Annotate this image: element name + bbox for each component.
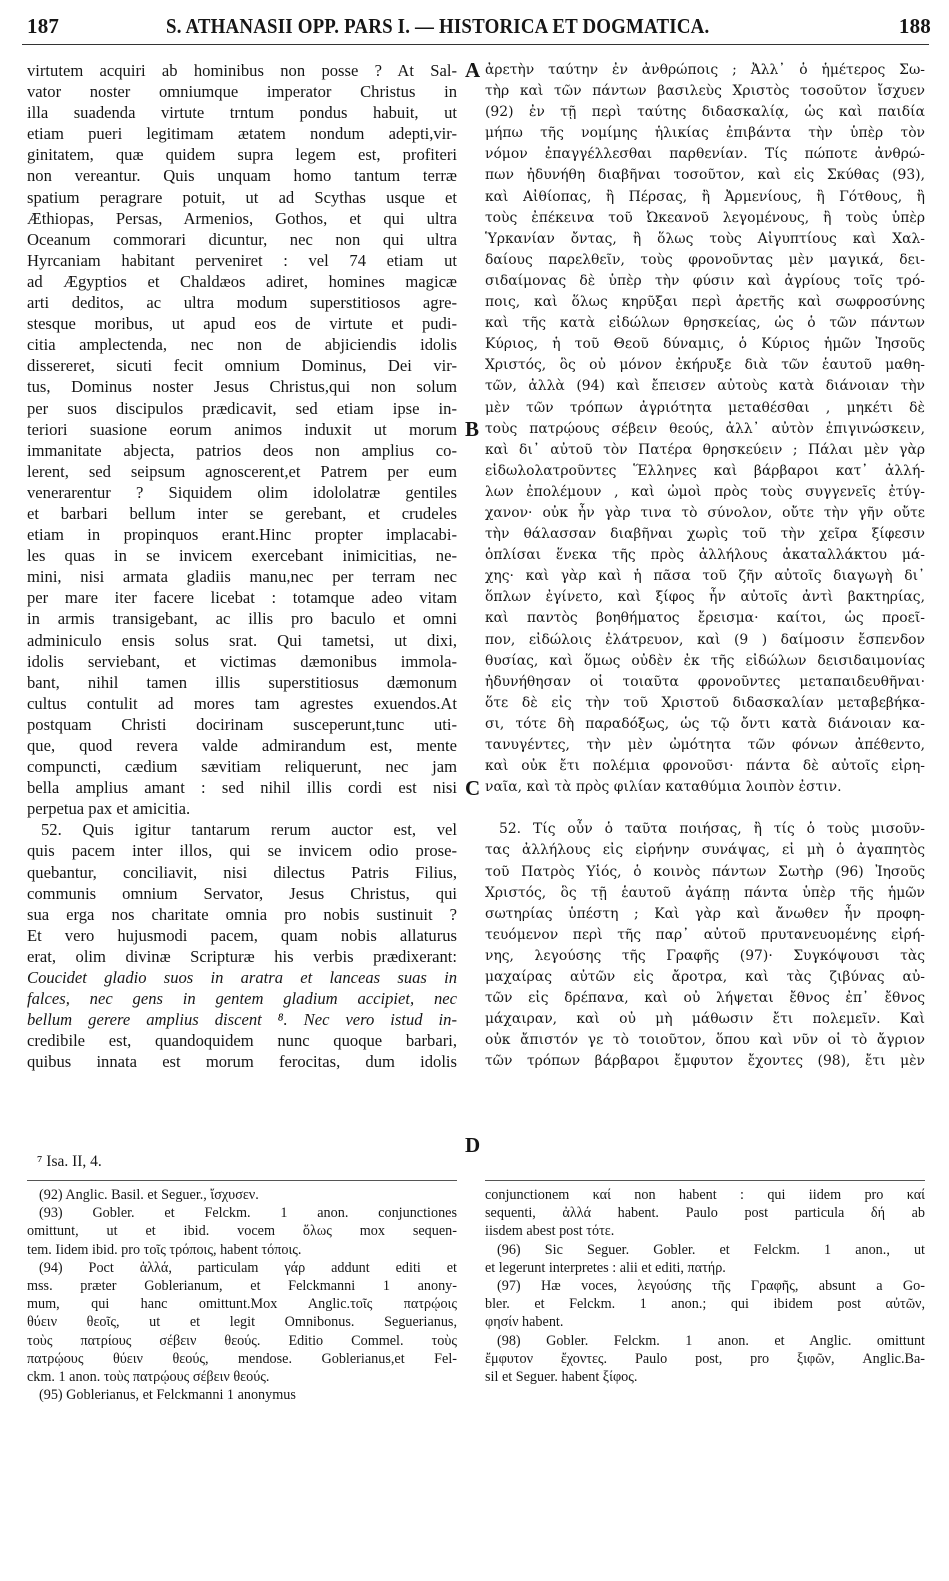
- text-line: (95) Goblerianus, et Felckmanni 1 anonymus: [39, 1387, 296, 1404]
- text-line: idolis serviebant, et victimas dæmonibus immola-: [27, 651, 457, 671]
- text-line: spatium peragrare potuit, ut ad Scythas usque et: [27, 187, 457, 207]
- text-line: Et vero hujusmodi pacem, quam nobis allaturus: [27, 925, 457, 945]
- page-number-right: 188: [898, 14, 931, 38]
- text-line: τανυγέντες, τὴν μὲν ὠμότητα τῶν φόνων ἀπέθεντο,: [485, 737, 925, 753]
- text-line: cultus contulit ad mores tam agrestes exuendos.At: [27, 693, 457, 713]
- text-line: per mare iter facere licebat : totamque adeo vitam: [27, 588, 457, 608]
- text-line: τοὺς πατρῴους σέβειν θεούς, ἀλλ᾽ αὐτὸν ἐπιγινώσκειν,: [485, 420, 925, 437]
- text-line: ποις, καὶ ὅλως κηρῦξαι περὶ ἀρετῆς καὶ σωφροσύνης: [485, 294, 925, 311]
- text-line: ἠδυνήθησαν οἱ τοιαῦτα φρονοῦντες μεταπαιδευθῆναι·: [485, 673, 925, 690]
- margin-letter-a: A: [465, 58, 481, 82]
- text-line: θυσίας, καὶ ὅμως οὐδὲν ἐκ τῆς εἰδώλων δεισιδαιμονίας: [485, 652, 925, 669]
- text-line: et legerunt interpretes : alii et editi, πατήρ.: [485, 1259, 726, 1276]
- running-header: [0, 14, 949, 44]
- text-line: (92) ἐν τῇ περὶ ταύτης διδασκαλίᾳ, ὡς καὶ παιδία: [485, 104, 925, 121]
- text-line: νης, λεγούσης τῆς Γραφῆς (97)· Συγκόψουσι τὰς: [485, 947, 925, 964]
- text-line: virtutem acquiri ab hominibus non posse ? At Sal-: [27, 61, 457, 80]
- text-line: πατρῴους θύειν θεούς, mendose. Goblerianus,et Fel-: [27, 1350, 457, 1367]
- margin-letter-b: B: [465, 417, 480, 441]
- text-line: bellum gerere amplius discent ⁸. Nec vero istud in-: [27, 1010, 457, 1030]
- text-line: ἔμφυτον ἔχοντες. Paulo post, pro ξιφῶν, Anglic.Ba-: [485, 1350, 925, 1367]
- text-line: πον, εἰδώλοις ἐλάτρευον, καὶ (9 ) δαίμοσιν ἔσπενδον: [485, 631, 925, 648]
- page-number-left: 187: [27, 14, 60, 38]
- text-line: sil et Seguer. habent ξίφος.: [485, 1368, 638, 1385]
- text-line: χανον· οὐκ ἦν γὰρ τινα τὸ σύνολον, οὔτε τὴν γῆν οὔτε: [485, 504, 925, 521]
- text-line: τευόμενον περὶ τῆς παρ᾽ αὐτοῦ πρυτανευομένης εἰρή-: [485, 926, 925, 943]
- text-line: venerarentur ? Siquidem olim idololatræ gentiles: [27, 482, 457, 502]
- text-line: credibile est, quandoquidem nunc quoque barbari,: [27, 1031, 457, 1051]
- text-line: et barbari bellum inter se gerebant, et crudeles: [27, 503, 457, 523]
- text-line: καὶ παντὸς βοηθήματος ἔρεισμα· καίτοι, ὡς προεῖ-: [485, 610, 925, 627]
- text-line: νόμον ἐπαγγέλλεσθαι παρθενίαν. Τίς πώποτε ἀνθρώ-: [485, 146, 925, 163]
- text-line: per suos discipulos prædicavit, sed etiam ipse in-: [27, 398, 457, 418]
- text-line: ckm. 1 anon. τοὺς πατρῴους σέβειν θεούς.: [27, 1368, 270, 1385]
- text-line: μάχαιραν, καὶ οὐ μὴ μάθωσιν ἔτι πολεμεῖν. Καὶ: [485, 1011, 925, 1028]
- text-line: ad Ægyptios et Chaldæos adiret, homines magicæ: [27, 271, 457, 291]
- text-line: σιδαίμονας δὲ ὑπὲρ τὴν φύσιν καὶ ἀγρίους τοῖς τρό-: [485, 272, 925, 289]
- text-line: postquam Christi docirinam susceperunt,tunc uti-: [27, 714, 457, 734]
- text-line: Χριστός, ὃς οὐ μόνον ἐκήρυξε διὰ τῶν ἑαυτοῦ μαθη-: [485, 357, 925, 374]
- text-line: falces, nec gens in gentem gladium accipiet, nec: [27, 989, 457, 1009]
- text-line: Oceanum commorari dicuntur, nec non qui ultra: [27, 229, 457, 249]
- text-line: vator noster omniumque imperator Christus in: [27, 82, 457, 102]
- scripture-reference: ⁷ Isa. II, 4.: [37, 1153, 102, 1170]
- text-line: οὐκ ἄπιστόν γε τὸ τοιοῦτον, ὅπου καὶ νῦν οἱ τὸ ἄγριον: [485, 1032, 925, 1049]
- text-line: σι, τότε δὴ παραδόξως, ὡς τῷ ὄντι κατὰ διάνοιαν κα-: [485, 715, 925, 732]
- text-line: Coucidet gladio suos in aratra et lanceas suas in: [27, 968, 457, 988]
- latin-footnote: [37, 1153, 457, 1171]
- text-line: communis omnium Servator, Jesus Christus, qui: [27, 883, 457, 903]
- notes-left: [27, 1186, 457, 1404]
- text-line: 52. Τίς οὖν ὁ ταῦτα ποιήσας, ἢ τίς ὁ τοὺς μισοῦν-: [499, 821, 925, 838]
- text-line: lerent, sed seipsum agnoscerent,et Patrem per eum: [27, 461, 457, 481]
- text-line: τοὺς πατρίους σέβειν θεούς. Editio Commel. τοὺς: [27, 1332, 457, 1349]
- text-line: σωτηρίας ὑπέστη ; Καὶ γὰρ καὶ ἄνωθεν ἦν προφη-: [485, 905, 925, 922]
- text-line: mini, nisi armata gladiis manu,nec per terram nec: [27, 567, 457, 587]
- running-title: S. ATHANASII OPP. PARS I. — HISTORICA ET DOGMATICA.: [166, 14, 710, 38]
- text-line: stesque moribus, ut apud eos de virtute et pudi-: [27, 314, 457, 334]
- text-line: τῶν εἰς δρέπανα, καὶ οὐ λήψεται ἔθνος ἐπ᾽ ἔθνος: [485, 990, 925, 1007]
- text-line: teriori suasione eorum animos induxit ut morum: [27, 419, 457, 439]
- text-line: Ὑρκανίαν ὄντας, ἢ ὅλως τοὺς Αἰγυπτίους καὶ Χαλ-: [485, 230, 925, 247]
- text-line: θύειν θεοῖς, ut et legit Omnibonus. Seguerianus,: [27, 1314, 457, 1331]
- text-line: arti deditos, ac ultra modum superstitiosos agre-: [27, 293, 457, 313]
- text-line: omittunt, ut et ibid. vocem ὅλως mox sequen-: [27, 1223, 457, 1240]
- text-line: Hyrcaniam habitant perveniret : vel 74 etiam ut: [27, 250, 457, 270]
- text-line: perpetua pax et amicitia.: [27, 799, 191, 819]
- text-line: τῶν, ἀλλὰ (94) καὶ ἔπεισεν αὐτοὺς κατὰ διάνοιαν τὴν: [485, 378, 925, 395]
- text-line: ginitatem, quæ quidem supra legem est, profiteri: [27, 145, 457, 165]
- text-line: tus, Dominus noster Jesus Christus,qui non solum: [27, 377, 457, 397]
- text-line: (97) Hæ voces, λεγούσης τῆς Γραφῆς, absunt a Go-: [497, 1277, 925, 1294]
- text-line: etiam in propinquos erant.Hinc propter implacabi-: [27, 525, 457, 545]
- text-line: (96) Sic Seguer. Gobler. et Felckm. 1 anon., ut: [497, 1241, 925, 1258]
- text-line: quibus innata est morum ferocitas, dum idolis: [27, 1052, 457, 1072]
- greek-column: [485, 60, 925, 1073]
- text-line: (94) Poct ἀλλά, particulam γάρ addunt editi et: [39, 1259, 457, 1276]
- text-line: Æthiopas, Persas, Armenios, Gothos, et qui ultra: [27, 208, 457, 228]
- text-line: mum, qui hanc omittunt.Mox Anglic.τοῖς πατρῴοις: [27, 1296, 457, 1313]
- text-line: illa suadenda virtute trntum pondus habuit, ut: [27, 103, 457, 123]
- text-line: τοῦ Πατρὸς Υἱός, ὁ κοινὸς πάντων Σωτὴρ (96) Ἰησοῦς: [485, 863, 925, 880]
- text-line: les quas in se invicem exercebant inimicitias, ne-: [27, 546, 457, 566]
- text-line: λων ἐπολέμουν , καὶ ὠμοὶ πρὸς τοὺς συγγενεῖς ἐτύγ-: [485, 483, 925, 500]
- text-line: mss. præter Goblerianum, et Felckmanni 1 anony-: [27, 1277, 457, 1294]
- header-rule: [22, 44, 929, 45]
- text-line: τοὺς ἐπέκεινα τοῦ Ὠκεανοῦ λεγομένους, ἢ τοὺς ὑπὲρ: [485, 209, 925, 226]
- text-line: (92) Anglic. Basil. et Seguer., ἴσχυσεν.: [39, 1187, 259, 1203]
- text-line: bant, nihil tamen illis superstitiosus dæmonum: [27, 672, 457, 692]
- text-line: que, quod revera valde admirandum est, mente: [27, 736, 457, 755]
- text-line: dissereret, sicuti fecit omnium Dominus, Dei vir-: [27, 356, 457, 376]
- text-line: καὶ οὐκ ἔτι πολέμια φρονοῦσι· πάντα δὲ αὐτοῖς εἰρη-: [485, 758, 925, 775]
- text-line: δαίους παρελθεῖν, τοὺς φρονοῦντας μὲν μαγικά, δει-: [485, 251, 925, 268]
- text-line: 52. Quis igitur tantarum rerum auctor est, vel: [41, 820, 457, 840]
- text-line: citia amplectenda, nec non de abjiciendis idolis: [27, 335, 457, 355]
- text-line: εἰδωλολατροῦντες Ἕλληνες καὶ βάρβαροι κατ᾽ ἀλλή-: [485, 462, 925, 479]
- text-line: μὲν τῶν τρόπων ἀγριότητα μεταθέσθαι , μηκέτι δὲ: [485, 399, 925, 416]
- text-line: erat, olim divinæ Scripturæ his verbis prædixerant:: [27, 946, 457, 966]
- text-line: καὶ τῆς κατὰ εἰδώλων θρησκείας, ὡς ὁ τῶν πάντων: [485, 315, 925, 332]
- notes-separator-left: [27, 1180, 457, 1181]
- text-line: μήπω τῆς νομίμης ἡλικίας ἐπιβάντα τὴν ὑπὲρ τὸν: [485, 125, 925, 142]
- text-line: Κύριος, ἡ τοῦ Θεοῦ δύναμις, ὁ Κύριος ἡμῶν Ἰησοῦς: [485, 336, 925, 353]
- text-line: ὅπλων ἐγίνετο, καὶ ξίφος ἦν αὐτοῖς ἀντὶ βακτηρίας,: [485, 589, 925, 606]
- text-line: μαχαίρας αὐτῶν εἰς ἄροτρα, καὶ τὰς ζιβύνας αὐ-: [485, 969, 925, 986]
- text-line: conjunctionem καί non habent : qui iidem pro καί: [485, 1187, 925, 1203]
- text-line: sua erga nos charitate omnia pro nobis sustinuit ?: [27, 904, 457, 924]
- text-line: χης· καὶ γὰρ καὶ ἡ πᾶσα τοῦ ζῆν αὐτοῖς διαγωγὴ δι᾽: [485, 568, 925, 585]
- text-line: iisdem abest post τότε.: [485, 1223, 615, 1240]
- text-line: τῶν τρόπων βάρβαροι ἔμφυτον ἔχοντες (98), ἔτι μὲν: [485, 1053, 925, 1070]
- text-line: (98) Gobler. Felckm. 1 anon. et Anglic. omittunt: [497, 1332, 925, 1349]
- text-line: τὴν θάλασσαν διαβῆναι χωρὶς τοῦ τὴν χεῖρα ξίφεσιν: [485, 526, 925, 543]
- text-line: καὶ δι᾽ αὐτοῦ τὸν Πατέρα θρησκεύειν ; Πάλαι μὲν γὰρ: [485, 441, 925, 458]
- text-line: quis pacem inter illos, qui se invicem odio prose-: [27, 841, 457, 861]
- text-line: Χριστός, ὃς τῇ ἑαυτοῦ ἀγάπῃ πάντα ὑπὲρ τῆς ἡμῶν: [485, 884, 925, 901]
- text-line: τὴρ καὶ τῶν πάντων βασιλεὺς Χριστὸς τοσοῦτον ἴσχυεν: [485, 83, 925, 100]
- text-line: ἀρετὴν ταύτην ἐν ἀνθρώποις ; Ἀλλ᾽ ὁ ἡμέτερος Σω-: [485, 62, 925, 78]
- text-line: adminiculo ensis solus srat. Qui tametsi, ut dixi,: [27, 630, 457, 650]
- text-line: in armis transigebant, ac illis pro baculo et omni: [27, 609, 457, 629]
- text-line: πων ἠδυνήθη διαβῆναι τοσοῦτον, καὶ εἰς Σκύθας (93),: [485, 167, 925, 184]
- text-line: bella amplius amant : sed nihil illis cordi est nisi: [27, 778, 457, 798]
- latin-column: [27, 60, 457, 1073]
- text-line: compuncti, cædium sævitiam reliquerunt, nec jam: [27, 757, 457, 777]
- margin-letter-d: D: [465, 1133, 481, 1157]
- text-line: ναῖα, καὶ τὰ πρὸς φιλίαν καταθύμια λοιπὸν ἐστιν.: [485, 779, 842, 796]
- text-line: quebantur, conciliavit, nisi dilectus Patris Filius,: [27, 862, 457, 882]
- text-line: etiam pueri legitimam ætatem nondum adepti,vir-: [27, 124, 457, 144]
- text-line: φησίν habent.: [485, 1314, 564, 1331]
- text-line: καὶ Αἰθίοπας, ἢ Πέρσας, ἢ Ἀρμενίους, ἢ Γότθους, ἢ: [485, 188, 925, 205]
- text-line: sequenti, ἀλλά habent. Paulo post particula δή ab: [485, 1205, 925, 1222]
- notes-right: [485, 1186, 925, 1386]
- margin-letter-c: C: [465, 776, 481, 800]
- text-line: τας ἀλλήλους εἰς εἰρήνην συνάψας, εἰ μὴ ὁ ἀγαπητὸς: [485, 842, 925, 859]
- text-line: non vereantur. Quis unquam homo tantum terræ: [27, 166, 457, 186]
- text-line: ὁπλίσαι ἕνεκα τῆς πρὸς ἀλλήλους ἀκαταλλάκτου μά-: [485, 547, 925, 564]
- text-line: tem. Iidem ibid. pro τοῖς τρόποις, habent τόποις.: [27, 1241, 302, 1258]
- text-line: ὅτε δὲ εἰς τὴν τοῦ Χριστοῦ διδασκαλίαν μεταβεβήκα-: [485, 694, 925, 711]
- text-line: bler. et Felckm. 1 anon.; qui ibidem post αὐτῶν,: [485, 1296, 925, 1313]
- notes-separator-right: [485, 1180, 925, 1181]
- text-line: immanitate abjecta, patrios deos non amplius co-: [27, 440, 457, 460]
- text-line: (93) Gobler. et Felckm. 1 anon. conjunctiones: [39, 1205, 457, 1222]
